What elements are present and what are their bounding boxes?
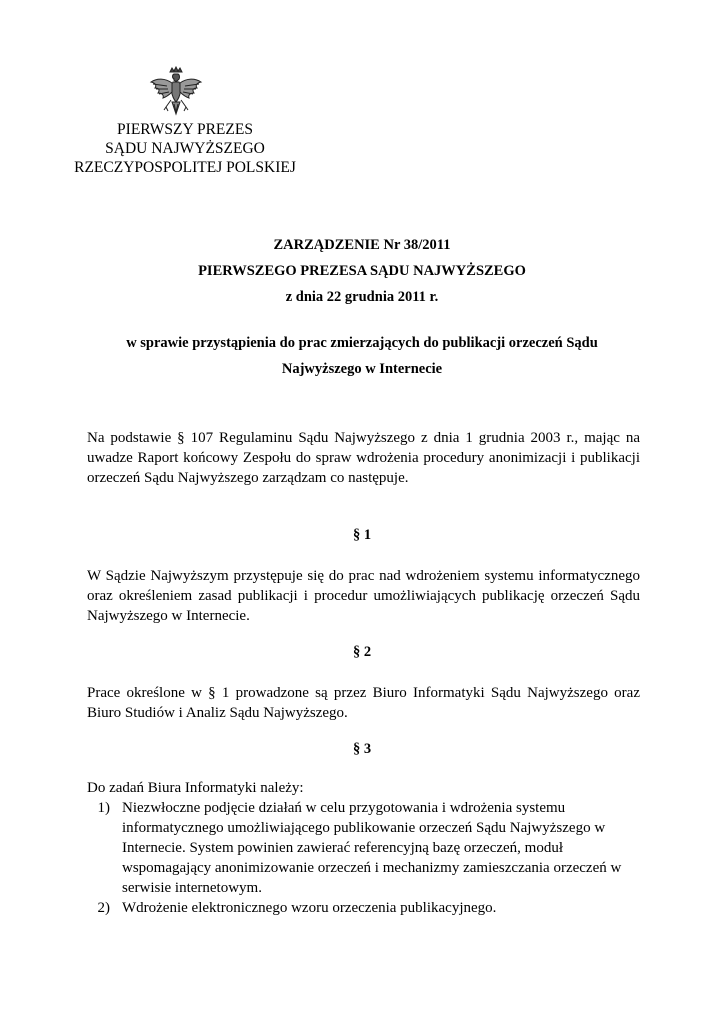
section-2-text: Prace określone w § 1 prowadzone są przez Biuro Informatyki Sądu Najwyższego oraz Biuro Studiów i Analiz Sądu Najwyższego. (87, 685, 640, 721)
polish-eagle-emblem-icon (147, 66, 205, 122)
issuer-line-3: RZECZYPOSPOLITEJ POLSKIEJ (74, 159, 296, 176)
section-3-heading: § 3 (352, 741, 372, 757)
title-line-3: z dnia 22 grudnia 2011 r. (285, 289, 439, 305)
issuer-line-1: PIERWSZY PREZES (117, 121, 253, 138)
intro-paragraph: Na podstawie § 107 Regulaminu Sądu Najwyższego z dnia 1 grudnia 2003 r., mając na uwadze Raport końcowy Zespołu do spraw wdrożenia procedury anonimizacji i publikacji orzeczeń Sądu Najwyższego zarządzam co następuje. (87, 430, 640, 486)
task-item (87, 798, 640, 898)
task-number: 2) (97, 900, 110, 916)
subject-line-2: Najwyższego w Internecie (281, 361, 443, 377)
task-text: Wdrożenie elektronicznego wzoru orzeczenia publikacyjnego. (122, 900, 497, 916)
task-number: 1) (97, 800, 110, 816)
section-3-text: Do zadań Biura Informatyki należy: (87, 780, 304, 796)
task-text: Niezwłoczne podjęcie działań w celu przygotowania i wdrożenia systemu informatycznego umożliwiającego publikowanie orzeczeń Sądu Najwyższego w Internecie. System powinien zawierać referencyjną bazę orzeczeń, moduł wspomagający anonimizowanie orzeczeń i mechanizmy zamieszczania orzeczeń w serwisie internetowym. (122, 800, 622, 896)
section-3-body (87, 778, 640, 918)
issuer-line-2: SĄDU NAJWYŻSZEGO (105, 140, 265, 157)
section-1-text: W Sądzie Najwyższym przystępuje się do prac nad wdrożeniem systemu informatycznego oraz określeniem zasad publikacji i procedur umożliwiających publikację orzeczeń Sądu Najwyższego w Internecie. (87, 568, 640, 624)
title-line-2: PIERWSZEGO PREZESA SĄDU NAJWYŻSZEGO (198, 263, 526, 279)
section-2-heading: § 2 (352, 644, 372, 660)
document-subject (62, 330, 662, 382)
title-line-1: ZARZĄDZENIE Nr 38/2011 (273, 237, 451, 253)
task-list (87, 798, 640, 918)
document-title (62, 232, 662, 310)
task-item (87, 898, 640, 918)
subject-line-1: w sprawie przystąpienia do prac zmierzających do publikacji orzeczeń Sądu (126, 335, 598, 351)
issuer-header (40, 120, 330, 177)
section-1-heading: § 1 (352, 527, 372, 543)
